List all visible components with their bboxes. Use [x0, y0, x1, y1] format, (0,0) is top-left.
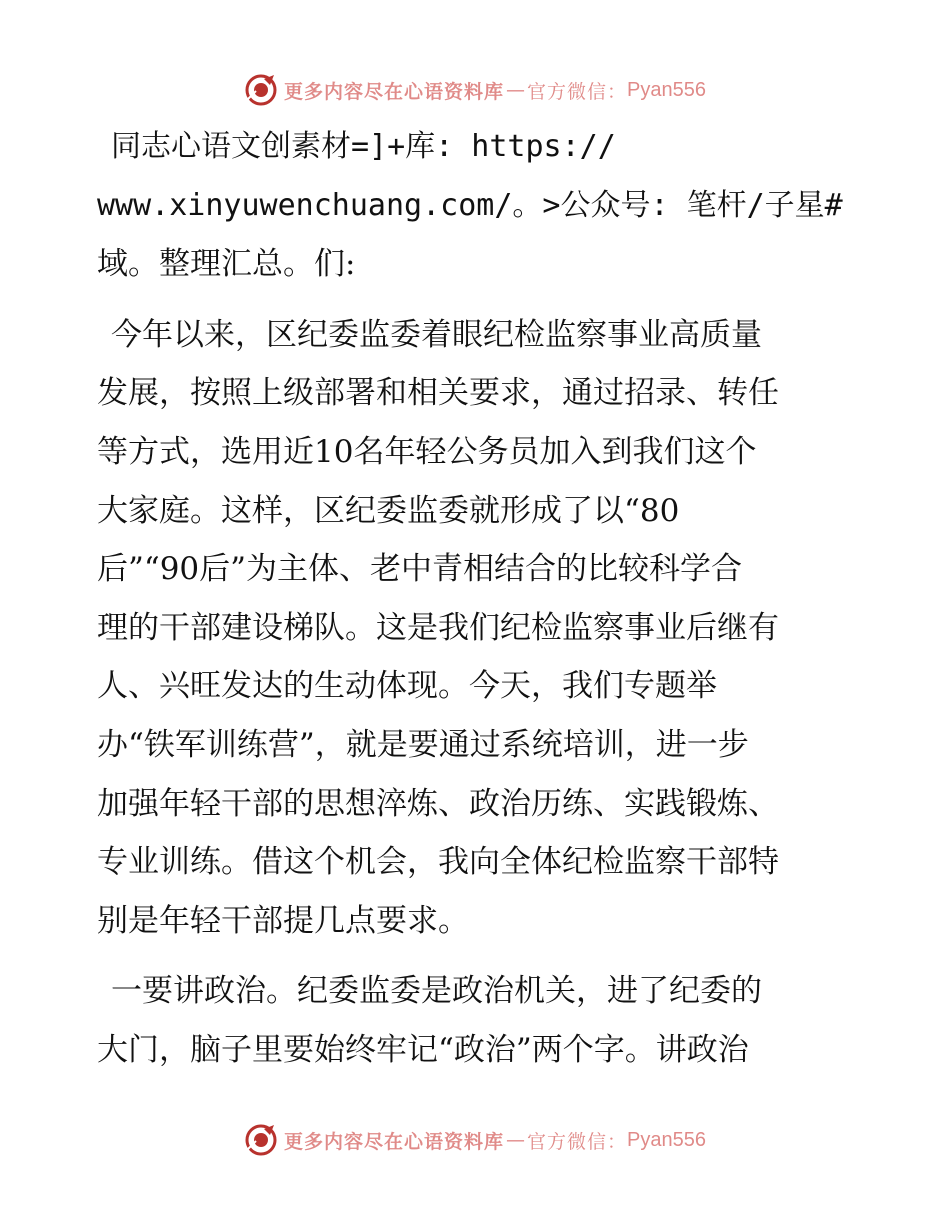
banner-wechat-label: 官方微信：	[527, 80, 628, 103]
banner-slogan: 更多内容尽在心语资料库	[284, 80, 505, 103]
text-line: 别是年轻干部提几点要求。	[97, 902, 469, 939]
banner-wechat-id: Pyan556	[627, 1128, 706, 1151]
brand-logo-icon	[244, 73, 278, 107]
header-watermark-banner	[0, 70, 950, 110]
brand-logo-icon	[244, 1123, 278, 1157]
paragraph-intro	[97, 118, 867, 294]
text-line: 理的干部建设梯队。这是我们纪检监察事业后继有	[97, 609, 779, 646]
footer-watermark-banner	[0, 1120, 950, 1160]
text-line: 人、兴旺发达的生动体现。今天，我们专题举	[97, 668, 717, 705]
banner-slogan: 更多内容尽在心语资料库	[284, 1130, 505, 1153]
text-line: 一要讲政治。纪委监委是政治机关，进了纪委的	[111, 973, 762, 1010]
text-line: 大门，脑子里要始终牢记“政治”两个字。讲政治	[97, 1031, 749, 1068]
text-line: 同志心语文创素材=]+库: https://	[111, 129, 616, 164]
text-line: 域。整理汇总。们:	[97, 246, 356, 283]
text-line: 后”“90后”为主体、老中青相结合的比较科学合	[97, 551, 742, 588]
text-line: www.xinyuwenchuang.com/。>公众号: 笔杆/子星#	[97, 187, 843, 223]
text-line: 今年以来，区纪委监委着眼纪检监察事业高质量	[111, 316, 762, 353]
banner-dash: —	[506, 1129, 526, 1151]
paragraph-requirement-one	[97, 962, 867, 1079]
text-line: 办“铁军训练营”，就是要通过系统培训，进一步	[97, 726, 749, 763]
paragraph-main	[97, 306, 867, 951]
document-body	[97, 118, 867, 1092]
text-line: 发展，按照上级部署和相关要求，通过招录、转任	[97, 375, 779, 412]
banner-dash: —	[506, 79, 526, 101]
text-line: 加强年轻干部的思想淬炼、政治历练、实践锻炼、	[97, 785, 779, 822]
text-line: 等方式，选用近10名年轻公务员加入到我们这个	[97, 433, 757, 470]
text-line: 专业训练。借这个机会，我向全体纪检监察干部特	[97, 844, 779, 881]
text-line: 大家庭。这样，区纪委监委就形成了以“80	[97, 492, 680, 529]
banner-wechat-label: 官方微信：	[527, 1130, 628, 1153]
banner-wechat-id: Pyan556	[627, 78, 706, 101]
